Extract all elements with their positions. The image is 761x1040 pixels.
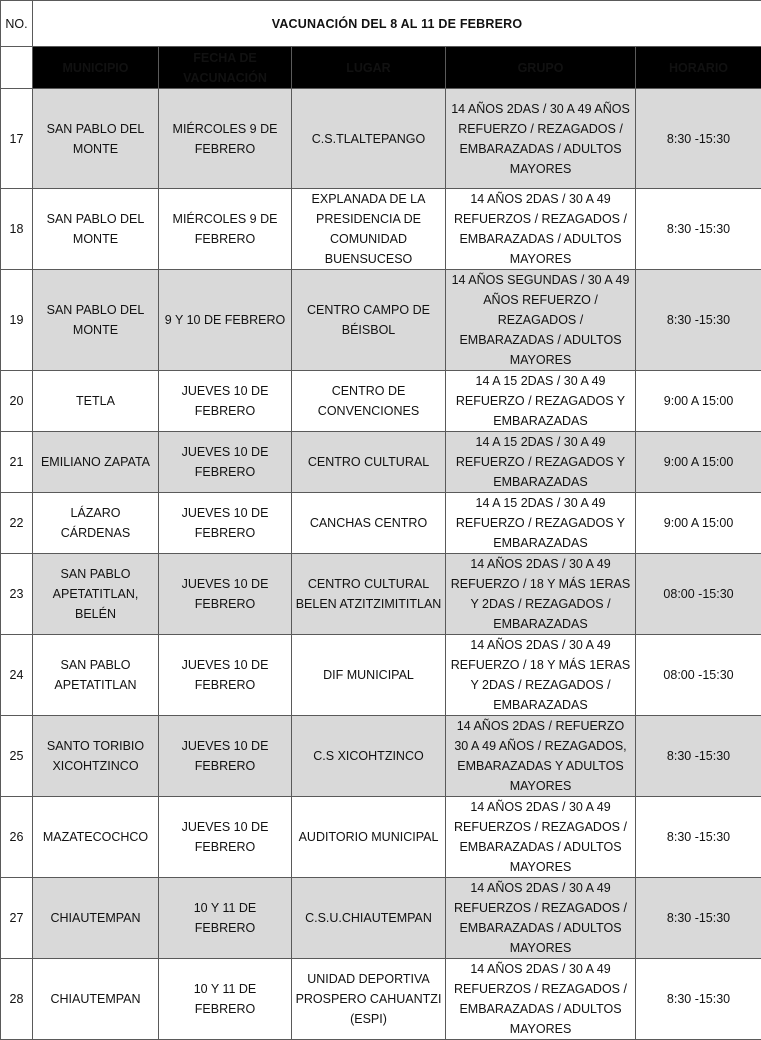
cell-grupo: 14 AÑOS 2DAS / 30 A 49 REFUERZO / 18 Y MÁS 1ERAS Y 2DAS / REZAGADOS / EMBARAZADAS <box>446 635 636 716</box>
cell-grupo: 14 AÑOS 2DAS / 30 A 49 REFUERZOS / REZAGADOS / EMBARAZADAS / ADULTOS MAYORES <box>446 878 636 959</box>
cell-lugar: CENTRO CAMPO DE BÉISBOL <box>292 270 446 371</box>
cell-municipio: SAN PABLO DEL MONTE <box>33 189 159 270</box>
page-title: VACUNACIÓN DEL 8 AL 11 DE FEBRERO <box>33 1 761 47</box>
cell-fecha: 9 Y 10 DE FEBRERO <box>159 270 292 371</box>
header-grupo: GRUPO <box>446 47 636 89</box>
table-row <box>1 189 761 270</box>
cell-fecha: 10 Y 11 DE FEBRERO <box>159 959 292 1040</box>
cell-municipio: SANTO TORIBIO XICOHTZINCO <box>33 716 159 797</box>
cell-fecha: JUEVES 10 DE FEBRERO <box>159 635 292 716</box>
cell-municipio: SAN PABLO DEL MONTE <box>33 270 159 371</box>
cell-horario: 9:00 A 15:00 <box>636 493 761 554</box>
cell-grupo: 14 AÑOS 2DAS / 30 A 49 REFUERZO / 18 Y MÁS 1ERAS Y 2DAS / REZAGADOS / EMBARAZADAS <box>446 554 636 635</box>
cell-municipio: EMILIANO ZAPATA <box>33 432 159 493</box>
cell-horario: 8:30 -15:30 <box>636 270 761 371</box>
cell-no: 21 <box>1 432 33 493</box>
cell-no: 27 <box>1 878 33 959</box>
table-row <box>1 89 761 189</box>
table-row <box>1 797 761 878</box>
cell-fecha: 10 Y 11 DE FEBRERO <box>159 878 292 959</box>
cell-municipio: SAN PABLO APETATITLAN, BELÉN <box>33 554 159 635</box>
header-blank-cell <box>1 47 33 89</box>
cell-lugar: CENTRO CULTURAL BELEN ATZITZIMITITLAN <box>292 554 446 635</box>
table-row <box>1 878 761 959</box>
header-horario: HORARIO <box>636 47 761 89</box>
cell-lugar: CENTRO DE CONVENCIONES <box>292 371 446 432</box>
cell-municipio: MAZATECOCHCO <box>33 797 159 878</box>
cell-horario: 8:30 -15:30 <box>636 89 761 189</box>
table-row <box>1 959 761 1040</box>
table-row <box>1 716 761 797</box>
cell-municipio: SAN PABLO APETATITLAN <box>33 635 159 716</box>
cell-fecha: JUEVES 10 DE FEBRERO <box>159 554 292 635</box>
cell-no: 28 <box>1 959 33 1040</box>
table-row <box>1 635 761 716</box>
cell-no: 25 <box>1 716 33 797</box>
cell-no: 20 <box>1 371 33 432</box>
cell-fecha: JUEVES 10 DE FEBRERO <box>159 716 292 797</box>
cell-no: 22 <box>1 493 33 554</box>
cell-fecha: JUEVES 10 DE FEBRERO <box>159 493 292 554</box>
cell-grupo: 14 A 15 2DAS / 30 A 49 REFUERZO / REZAGADOS Y EMBARAZADAS <box>446 493 636 554</box>
cell-grupo: 14 AÑOS 2DAS / 30 A 49 REFUERZOS / REZAGADOS / EMBARAZADAS / ADULTOS MAYORES <box>446 189 636 270</box>
cell-no: 18 <box>1 189 33 270</box>
column-header-row <box>1 47 761 89</box>
cell-fecha: JUEVES 10 DE FEBRERO <box>159 371 292 432</box>
cell-grupo: 14 AÑOS 2DAS / 30 A 49 AÑOS REFUERZO / REZAGADOS / EMBARAZADAS / ADULTOS MAYORES <box>446 89 636 189</box>
cell-municipio: CHIAUTEMPAN <box>33 959 159 1040</box>
table-body <box>1 89 761 1040</box>
cell-fecha: JUEVES 10 DE FEBRERO <box>159 432 292 493</box>
cell-horario: 8:30 -15:30 <box>636 878 761 959</box>
table-row <box>1 432 761 493</box>
cell-no: 24 <box>1 635 33 716</box>
cell-horario: 8:30 -15:30 <box>636 959 761 1040</box>
cell-no: 17 <box>1 89 33 189</box>
cell-lugar: C.S XICOHTZINCO <box>292 716 446 797</box>
header-lugar: LUGAR <box>292 47 446 89</box>
table-row <box>1 493 761 554</box>
cell-lugar: EXPLANADA DE LA PRESIDENCIA DE COMUNIDAD BUENSUCESO <box>292 189 446 270</box>
cell-municipio: SAN PABLO DEL MONTE <box>33 89 159 189</box>
header-municipio: MUNICIPIO <box>33 47 159 89</box>
cell-lugar: CENTRO CULTURAL <box>292 432 446 493</box>
cell-horario: 08:00 -15:30 <box>636 554 761 635</box>
cell-lugar: C.S.TLALTEPANGO <box>292 89 446 189</box>
cell-lugar: UNIDAD DEPORTIVA PROSPERO CAHUANTZI (ESPI) <box>292 959 446 1040</box>
cell-no: 26 <box>1 797 33 878</box>
cell-fecha: JUEVES 10 DE FEBRERO <box>159 797 292 878</box>
cell-horario: 9:00 A 15:00 <box>636 371 761 432</box>
number-column-label: NO. <box>1 1 33 47</box>
cell-municipio: LÁZARO CÁRDENAS <box>33 493 159 554</box>
cell-horario: 8:30 -15:30 <box>636 797 761 878</box>
cell-horario: 8:30 -15:30 <box>636 189 761 270</box>
cell-municipio: CHIAUTEMPAN <box>33 878 159 959</box>
cell-horario: 9:00 A 15:00 <box>636 432 761 493</box>
table-row <box>1 371 761 432</box>
cell-grupo: 14 AÑOS 2DAS / 30 A 49 REFUERZOS / REZAGADOS / EMBARAZADAS / ADULTOS MAYORES <box>446 797 636 878</box>
table-row <box>1 270 761 371</box>
table-row <box>1 554 761 635</box>
title-row <box>1 1 761 47</box>
cell-grupo: 14 A 15 2DAS / 30 A 49 REFUERZO / REZAGADOS Y EMBARAZADAS <box>446 371 636 432</box>
cell-lugar: C.S.U.CHIAUTEMPAN <box>292 878 446 959</box>
cell-lugar: AUDITORIO MUNICIPAL <box>292 797 446 878</box>
cell-horario: 8:30 -15:30 <box>636 716 761 797</box>
cell-fecha: MIÉRCOLES 9 DE FEBRERO <box>159 89 292 189</box>
cell-grupo: 14 AÑOS 2DAS / 30 A 49 REFUERZOS / REZAGADOS / EMBARAZADAS / ADULTOS MAYORES <box>446 959 636 1040</box>
cell-fecha: MIÉRCOLES 9 DE FEBRERO <box>159 189 292 270</box>
cell-no: 23 <box>1 554 33 635</box>
cell-lugar: CANCHAS CENTRO <box>292 493 446 554</box>
cell-horario: 08:00 -15:30 <box>636 635 761 716</box>
cell-no: 19 <box>1 270 33 371</box>
cell-lugar: DIF MUNICIPAL <box>292 635 446 716</box>
cell-grupo: 14 AÑOS 2DAS / REFUERZO 30 A 49 AÑOS / REZAGADOS, EMBARAZADAS Y ADULTOS MAYORES <box>446 716 636 797</box>
cell-grupo: 14 A 15 2DAS / 30 A 49 REFUERZO / REZAGADOS Y EMBARAZADAS <box>446 432 636 493</box>
header-fecha: FECHA DE VACUNACIÓN <box>159 47 292 89</box>
cell-municipio: TETLA <box>33 371 159 432</box>
cell-grupo: 14 AÑOS SEGUNDAS / 30 A 49 AÑOS REFUERZO / REZAGADOS / EMBARAZADAS / ADULTOS MAYORES <box>446 270 636 371</box>
